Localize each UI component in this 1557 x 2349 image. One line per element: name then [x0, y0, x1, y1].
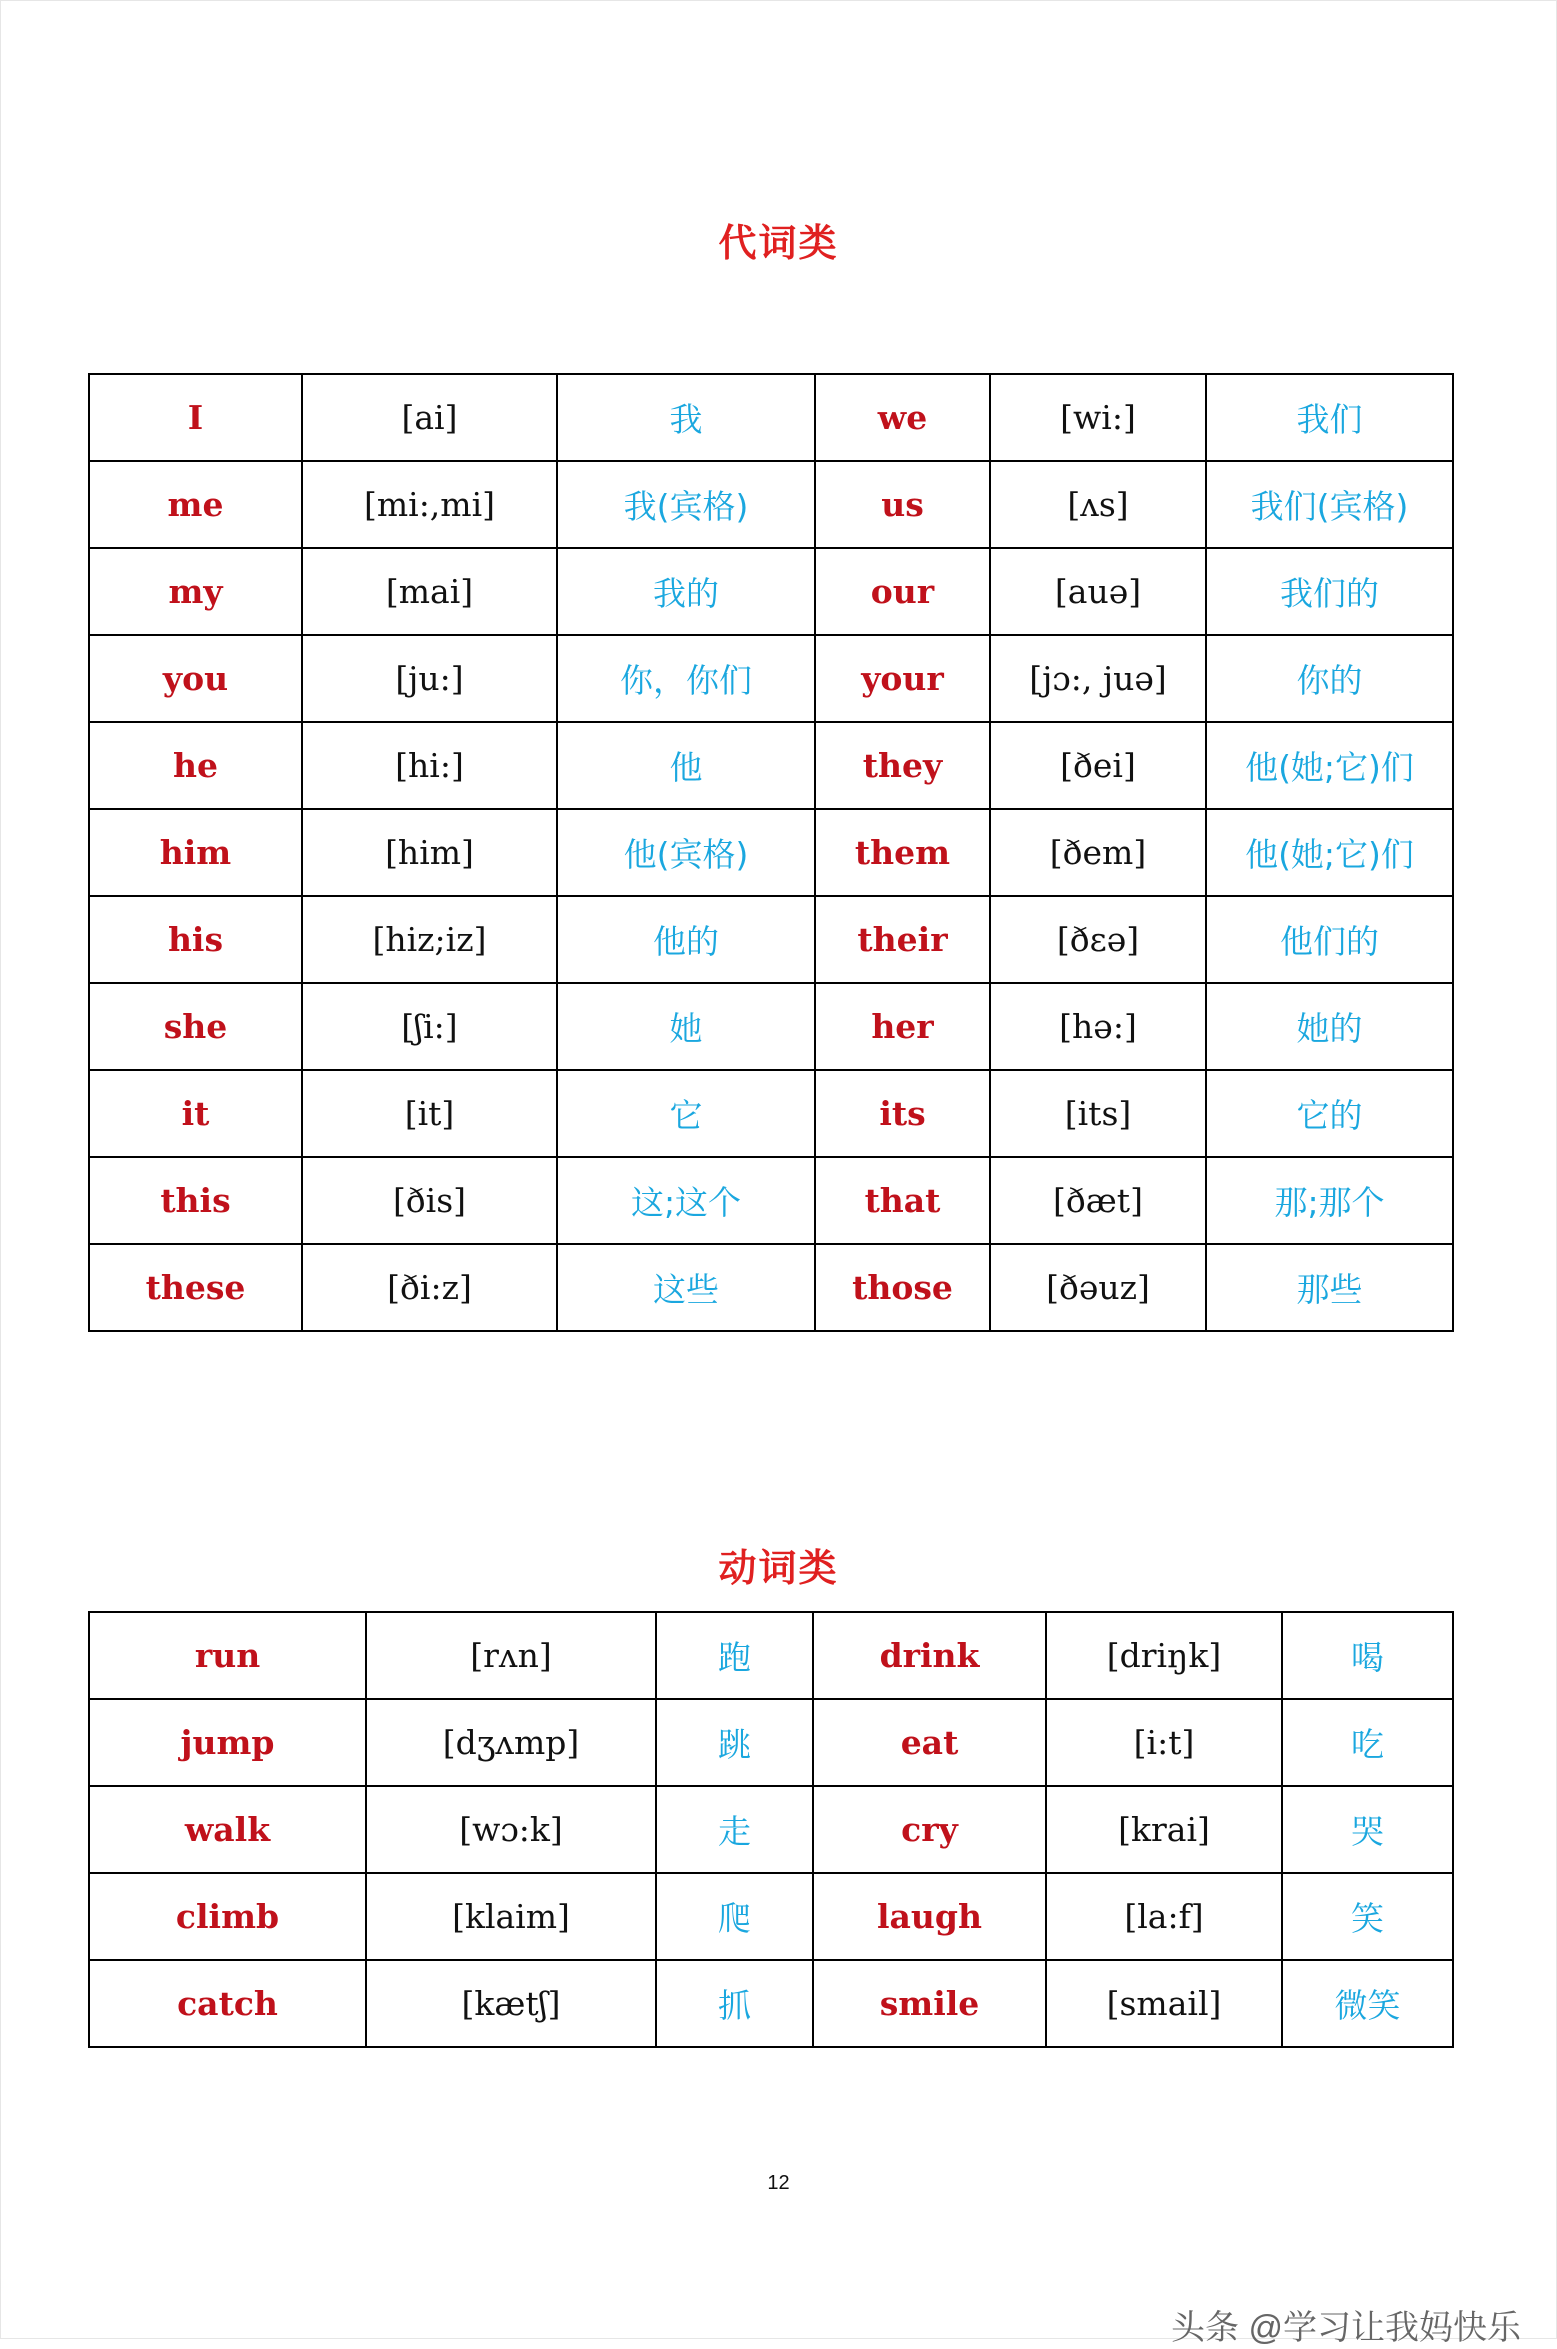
verbs-section-title: 动词类: [718, 1546, 839, 1590]
english-word: he: [89, 722, 302, 809]
chinese-meaning: 他(宾格): [557, 809, 815, 896]
phonetic: [ðis]: [302, 1157, 557, 1244]
english-word: jump: [89, 1699, 366, 1786]
chinese-meaning: 微笑: [1282, 1960, 1453, 2047]
chinese-meaning: 跳: [656, 1699, 813, 1786]
english-word: laugh: [813, 1873, 1046, 1960]
table-row: [89, 1960, 1453, 2047]
chinese-meaning: 跑: [656, 1612, 813, 1699]
english-word: walk: [89, 1786, 366, 1873]
pronouns-table: [88, 373, 1454, 1332]
chinese-meaning: 吃: [1282, 1699, 1453, 1786]
chinese-meaning: 那;那个: [1206, 1157, 1453, 1244]
english-word: cry: [813, 1786, 1046, 1873]
chinese-meaning: 它: [557, 1070, 815, 1157]
phonetic: [smail]: [1046, 1960, 1282, 2047]
english-word: these: [89, 1244, 302, 1331]
chinese-meaning: 他(她;它)们: [1206, 809, 1453, 896]
phonetic: [ðεə]: [990, 896, 1206, 983]
chinese-meaning: 你的: [1206, 635, 1453, 722]
chinese-meaning: 哭: [1282, 1786, 1453, 1873]
chinese-meaning: 我的: [557, 548, 815, 635]
chinese-meaning: 她的: [1206, 983, 1453, 1070]
phonetic: [ðei]: [990, 722, 1206, 809]
english-word: them: [815, 809, 990, 896]
english-word: you: [89, 635, 302, 722]
phonetic: [ai]: [302, 374, 557, 461]
phonetic: [mi:,mi]: [302, 461, 557, 548]
english-word: this: [89, 1157, 302, 1244]
english-word: catch: [89, 1960, 366, 2047]
english-word: us: [815, 461, 990, 548]
phonetic: [ʌs]: [990, 461, 1206, 548]
table-row: [89, 1873, 1453, 1960]
phonetic: [krai]: [1046, 1786, 1282, 1873]
chinese-meaning: 喝: [1282, 1612, 1453, 1699]
chinese-meaning: 你，你们: [557, 635, 815, 722]
table-row: [89, 635, 1453, 722]
table-row: [89, 1612, 1453, 1699]
chinese-meaning: 笑: [1282, 1873, 1453, 1960]
chinese-meaning: 他(她;它)们: [1206, 722, 1453, 809]
table-row: [89, 461, 1453, 548]
phonetic: [driŋk]: [1046, 1612, 1282, 1699]
phonetic: [ði:z]: [302, 1244, 557, 1331]
table-row: [89, 983, 1453, 1070]
chinese-meaning: 我: [557, 374, 815, 461]
phonetic: [i:t]: [1046, 1699, 1282, 1786]
page-number: 12: [767, 2172, 790, 2194]
watermark: 头条 @学习让我妈快乐: [1171, 2309, 1521, 2347]
english-word: me: [89, 461, 302, 548]
phonetic: [its]: [990, 1070, 1206, 1157]
english-word: smile: [813, 1960, 1046, 2047]
phonetic: [him]: [302, 809, 557, 896]
english-word: drink: [813, 1612, 1046, 1699]
phonetic: [ðəuz]: [990, 1244, 1206, 1331]
chinese-meaning: 他: [557, 722, 815, 809]
table-row: [89, 374, 1453, 461]
table-row: [89, 896, 1453, 983]
english-word: I: [89, 374, 302, 461]
chinese-meaning: 这;这个: [557, 1157, 815, 1244]
phonetic: [wi:]: [990, 374, 1206, 461]
verbs-table: [88, 1611, 1454, 2048]
phonetic: [hi:]: [302, 722, 557, 809]
english-word: its: [815, 1070, 990, 1157]
phonetic: [ðæt]: [990, 1157, 1206, 1244]
chinese-meaning: 他的: [557, 896, 815, 983]
chinese-meaning: 这些: [557, 1244, 815, 1331]
table-row: [89, 548, 1453, 635]
english-word: eat: [813, 1699, 1046, 1786]
english-word: their: [815, 896, 990, 983]
chinese-meaning: 那些: [1206, 1244, 1453, 1331]
english-word: they: [815, 722, 990, 809]
phonetic: [klaim]: [366, 1873, 656, 1960]
pronouns-section-title: 代词类: [718, 221, 839, 265]
phonetic: [ju:]: [302, 635, 557, 722]
chinese-meaning: 我们的: [1206, 548, 1453, 635]
english-word: that: [815, 1157, 990, 1244]
phonetic: [kætʃ]: [366, 1960, 656, 2047]
phonetic: [mai]: [302, 548, 557, 635]
chinese-meaning: 抓: [656, 1960, 813, 2047]
verbs-table-body: [89, 1612, 1453, 2047]
table-row: [89, 1786, 1453, 1873]
english-word: her: [815, 983, 990, 1070]
phonetic: [wɔ:k]: [366, 1786, 656, 1873]
chinese-meaning: 我们(宾格): [1206, 461, 1453, 548]
chinese-meaning: 爬: [656, 1873, 813, 1960]
english-word: our: [815, 548, 990, 635]
english-word: run: [89, 1612, 366, 1699]
table-row: [89, 1070, 1453, 1157]
table-row: [89, 722, 1453, 809]
english-word: those: [815, 1244, 990, 1331]
table-row: [89, 1699, 1453, 1786]
chinese-meaning: 它的: [1206, 1070, 1453, 1157]
phonetic: [hə:]: [990, 983, 1206, 1070]
phonetic: [ðem]: [990, 809, 1206, 896]
table-row: [89, 1157, 1453, 1244]
phonetic: [dʒʌmp]: [366, 1699, 656, 1786]
english-word: my: [89, 548, 302, 635]
phonetic: [la:f]: [1046, 1873, 1282, 1960]
chinese-meaning: 我(宾格): [557, 461, 815, 548]
table-row: [89, 1244, 1453, 1331]
english-word: we: [815, 374, 990, 461]
chinese-meaning: 我们: [1206, 374, 1453, 461]
english-word: she: [89, 983, 302, 1070]
english-word: him: [89, 809, 302, 896]
table-row: [89, 809, 1453, 896]
phonetic: [auə]: [990, 548, 1206, 635]
english-word: climb: [89, 1873, 366, 1960]
phonetic: [hiz;iz]: [302, 896, 557, 983]
phonetic: [it]: [302, 1070, 557, 1157]
phonetic: [rʌn]: [366, 1612, 656, 1699]
phonetic: [jɔ:, juə]: [990, 635, 1206, 722]
chinese-meaning: 走: [656, 1786, 813, 1873]
phonetic: [ʃi:]: [302, 983, 557, 1070]
chinese-meaning: 她: [557, 983, 815, 1070]
pronouns-table-body: [89, 374, 1453, 1331]
english-word: his: [89, 896, 302, 983]
english-word: it: [89, 1070, 302, 1157]
chinese-meaning: 他们的: [1206, 896, 1453, 983]
english-word: your: [815, 635, 990, 722]
